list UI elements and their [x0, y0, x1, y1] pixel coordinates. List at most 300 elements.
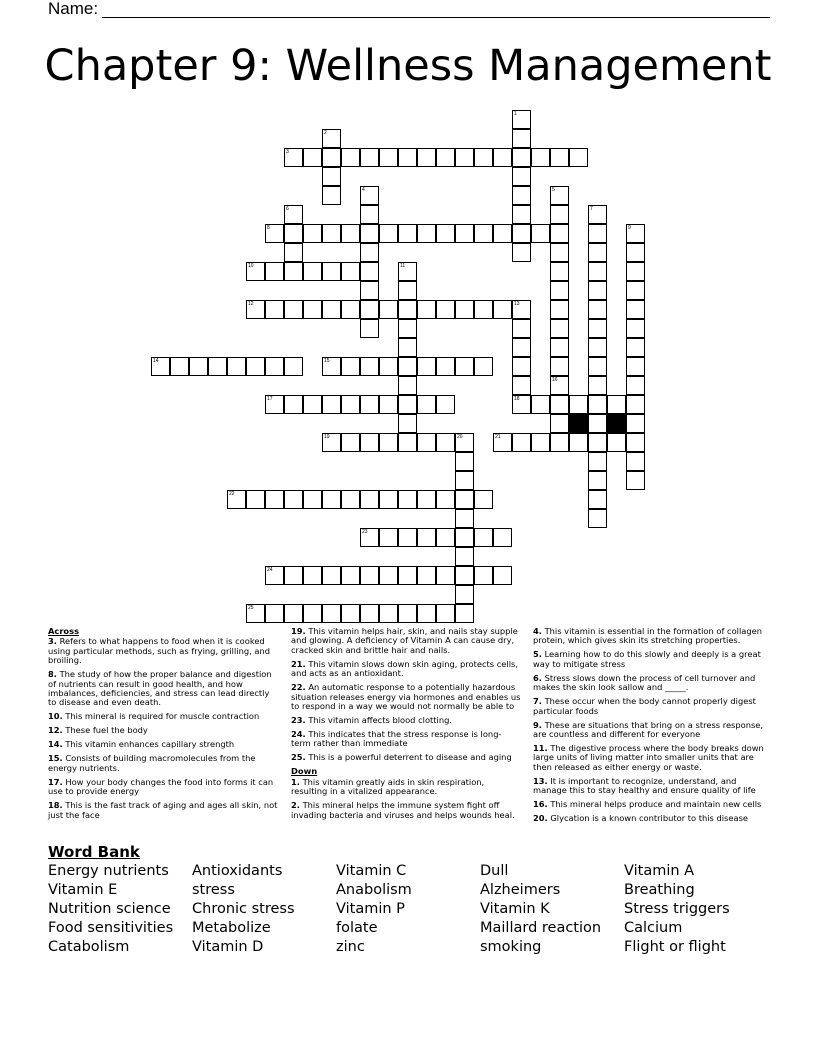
crossword-cell[interactable]	[493, 528, 512, 547]
word-bank-item: Vitamin D	[192, 939, 264, 955]
clue	[48, 801, 278, 820]
clue	[48, 712, 278, 721]
crossword-cell[interactable]	[474, 357, 493, 376]
crossword-cell[interactable]	[569, 433, 588, 452]
crossword-cell[interactable]	[436, 395, 455, 414]
clue	[291, 801, 521, 820]
crossword-cell[interactable]	[550, 186, 569, 205]
crossword-cell[interactable]	[246, 262, 265, 281]
crossword-cell[interactable]	[265, 604, 284, 623]
clue	[291, 627, 521, 655]
crossword-cell[interactable]	[588, 243, 607, 262]
word-bank-item: Vitamin P	[336, 901, 405, 917]
crossword-cell[interactable]	[455, 471, 474, 490]
crossword-cell[interactable]	[303, 300, 322, 319]
crossword-cell[interactable]	[379, 490, 398, 509]
crossword-cell[interactable]	[284, 243, 303, 262]
clue	[533, 627, 768, 646]
clue-number: 22.	[291, 682, 306, 693]
crossword-cell[interactable]	[322, 262, 341, 281]
crossword-cell[interactable]	[360, 148, 379, 167]
crossword-cell[interactable]	[626, 414, 645, 433]
crossword-cell[interactable]	[550, 319, 569, 338]
crossword-cell[interactable]	[588, 319, 607, 338]
crossword-cell[interactable]	[379, 224, 398, 243]
word-bank-item: zinc	[336, 939, 365, 955]
crossword-cell[interactable]	[626, 262, 645, 281]
clue-text: This indicates that the stress response is long-term rather than immediate	[291, 729, 502, 749]
crossword-cell[interactable]	[588, 471, 607, 490]
crossword-cell[interactable]	[455, 148, 474, 167]
crossword-cell[interactable]	[436, 224, 455, 243]
word-bank-item: Vitamin E	[48, 882, 118, 898]
crossword-cell[interactable]	[550, 300, 569, 319]
crossword-cell[interactable]	[512, 148, 531, 167]
crossword-cell[interactable]	[417, 357, 436, 376]
crossword-cell[interactable]	[379, 395, 398, 414]
clue	[291, 716, 521, 725]
crossword-cell[interactable]	[265, 395, 284, 414]
crossword-cell[interactable]	[360, 357, 379, 376]
clue-text: This is a powerful deterrent to disease and aging	[308, 752, 512, 763]
word-bank-item: Chronic stress	[192, 901, 295, 917]
crossword-cell[interactable]	[265, 566, 284, 585]
crossword-cell[interactable]	[360, 186, 379, 205]
crossword-cell[interactable]	[360, 490, 379, 509]
crossword-cell[interactable]	[284, 395, 303, 414]
crossword-cell[interactable]	[341, 566, 360, 585]
crossword-cell[interactable]	[588, 262, 607, 281]
clue-number: 18	[514, 396, 520, 402]
crossword-cell[interactable]	[455, 509, 474, 528]
crossword-cell[interactable]	[626, 300, 645, 319]
crossword-cell[interactable]	[512, 395, 531, 414]
clue	[48, 778, 278, 797]
crossword-cell[interactable]	[626, 395, 645, 414]
crossword-cell[interactable]	[303, 490, 322, 509]
crossword-cell[interactable]	[493, 433, 512, 452]
crossword-cell[interactable]	[284, 604, 303, 623]
crossword-cell[interactable]	[303, 604, 322, 623]
crossword-cell[interactable]	[284, 490, 303, 509]
crossword-cell[interactable]	[189, 357, 208, 376]
crossword-cell[interactable]	[588, 395, 607, 414]
crossword-cell[interactable]	[360, 433, 379, 452]
clue-text: This vitamin slows down skin aging, protects cells, and acts as an antioxidant.	[291, 658, 518, 679]
crossword-cell[interactable]	[360, 281, 379, 300]
clue-number: 6	[286, 206, 289, 212]
crossword-cell[interactable]	[474, 300, 493, 319]
clue-text: This vitamin helps hair, skin, and nails stay supple and glowing. A deficiency of Vitamin A can cause dry, cracked skin and brittle hair and nails.	[291, 626, 518, 655]
crossword-cell[interactable]	[493, 224, 512, 243]
word-bank-item: Stress triggers	[624, 901, 730, 917]
crossword-cell[interactable]	[626, 433, 645, 452]
crossword-cell[interactable]	[322, 566, 341, 585]
crossword-cell[interactable]	[436, 148, 455, 167]
crossword-cell[interactable]	[455, 452, 474, 471]
clue-number: 8.	[48, 669, 57, 680]
crossword-cell[interactable]	[303, 262, 322, 281]
crossword-cell[interactable]	[436, 433, 455, 452]
crossword-cell[interactable]	[436, 604, 455, 623]
clue-text: This vitamin greatly aids in skin respiration, resulting in a vitalized appearance.	[291, 776, 485, 797]
crossword-cell[interactable]	[379, 433, 398, 452]
crossword-cell[interactable]	[607, 395, 626, 414]
clue-number: 7	[590, 206, 593, 212]
crossword-cell[interactable]	[493, 148, 512, 167]
crossword-cell[interactable]	[398, 395, 417, 414]
crossword-cell[interactable]	[588, 452, 607, 471]
crossword-cell[interactable]	[588, 509, 607, 528]
clue-number: 6.	[533, 672, 542, 683]
crossword-cell[interactable]	[455, 433, 474, 452]
clue	[533, 744, 768, 772]
crossword-cell[interactable]	[360, 224, 379, 243]
crossword-cell[interactable]	[379, 357, 398, 376]
crossword-cell[interactable]	[246, 490, 265, 509]
crossword-cell[interactable]	[474, 566, 493, 585]
crossword-cell[interactable]	[379, 148, 398, 167]
crossword-cell[interactable]	[341, 148, 360, 167]
crossword-cell[interactable]	[474, 224, 493, 243]
crossword-cell[interactable]	[284, 262, 303, 281]
clue-text: These are situations that bring on a stress response, are countless and different for everyone	[533, 719, 764, 740]
clue-text: An automatic response to a potentially hazardous situation releases energy via hormones and enables us to respond in a way we would not normally be able to	[291, 682, 521, 712]
crossword-cell[interactable]	[626, 319, 645, 338]
crossword-cell[interactable]	[265, 357, 284, 376]
crossword-cell[interactable]	[512, 357, 531, 376]
clue-number: 11	[400, 263, 406, 269]
crossword-cell[interactable]	[341, 262, 360, 281]
black-cell	[607, 414, 626, 433]
crossword-cell[interactable]	[569, 148, 588, 167]
crossword-cell[interactable]	[626, 357, 645, 376]
crossword-cell[interactable]	[303, 395, 322, 414]
crossword-cell[interactable]	[322, 357, 341, 376]
crossword-cell[interactable]	[550, 376, 569, 395]
crossword-cell[interactable]	[417, 528, 436, 547]
crossword-cell[interactable]	[379, 300, 398, 319]
clue-number: 4.	[533, 626, 542, 636]
crossword-cell[interactable]	[360, 566, 379, 585]
crossword-cell[interactable]	[341, 490, 360, 509]
crossword-cell[interactable]	[626, 338, 645, 357]
crossword-cell[interactable]	[341, 224, 360, 243]
crossword-cell[interactable]	[417, 300, 436, 319]
crossword-cell[interactable]	[398, 262, 417, 281]
crossword-cell[interactable]	[322, 604, 341, 623]
crossword-cell[interactable]	[512, 338, 531, 357]
crossword-cell[interactable]	[398, 604, 417, 623]
crossword-cell[interactable]	[512, 129, 531, 148]
clue-number: 20	[457, 434, 463, 440]
clue	[48, 754, 278, 773]
crossword-cell[interactable]	[569, 395, 588, 414]
crossword-cell[interactable]	[512, 300, 531, 319]
word-bank-item: Anabolism	[336, 882, 412, 898]
crossword-cell[interactable]	[398, 414, 417, 433]
crossword-cell[interactable]	[322, 224, 341, 243]
crossword-cell[interactable]	[493, 566, 512, 585]
crossword-cell[interactable]	[512, 205, 531, 224]
crossword-cell[interactable]	[360, 528, 379, 547]
crossword-cell[interactable]	[455, 490, 474, 509]
clue-text: This vitamin affects blood clotting.	[308, 715, 452, 726]
clue-number: 14.	[48, 739, 63, 750]
crossword-cell[interactable]	[626, 376, 645, 395]
crossword-cell[interactable]	[227, 490, 246, 509]
clue-text: It is important to recognize, understand, and manage this to stay healthy and ensure quality of life	[533, 775, 756, 796]
crossword-cell[interactable]	[360, 243, 379, 262]
crossword-cell[interactable]	[512, 110, 531, 129]
crossword-cell[interactable]	[322, 395, 341, 414]
crossword-cell[interactable]	[531, 433, 550, 452]
crossword-cell[interactable]	[550, 357, 569, 376]
word-bank-item: Metabolize	[192, 920, 271, 936]
crossword-cell[interactable]	[341, 395, 360, 414]
crossword-cell[interactable]	[341, 604, 360, 623]
crossword-cell[interactable]	[303, 224, 322, 243]
crossword-cell[interactable]	[398, 319, 417, 338]
crossword-cell[interactable]	[398, 566, 417, 585]
clue-number: 16.	[533, 799, 548, 810]
crossword-cell[interactable]	[398, 376, 417, 395]
crossword-cell[interactable]	[246, 300, 265, 319]
crossword-cell[interactable]	[550, 224, 569, 243]
crossword-cell[interactable]	[322, 186, 341, 205]
clue-text: These fuel the body	[65, 725, 148, 736]
crossword-cell[interactable]	[455, 547, 474, 566]
word-bank-item: Antioxidants	[192, 863, 283, 879]
crossword-cell[interactable]	[436, 300, 455, 319]
crossword-cell[interactable]	[512, 243, 531, 262]
crossword-cell[interactable]	[512, 433, 531, 452]
crossword-cell[interactable]	[284, 224, 303, 243]
word-bank-item: Dull	[480, 863, 509, 879]
crossword-cell[interactable]	[303, 148, 322, 167]
crossword-cell[interactable]	[265, 490, 284, 509]
crossword-cell[interactable]	[322, 167, 341, 186]
clue-number: 9.	[533, 719, 542, 730]
crossword-cell[interactable]	[531, 148, 550, 167]
word-bank-item: Breathing	[624, 882, 695, 898]
crossword-cell[interactable]	[531, 224, 550, 243]
crossword-cell[interactable]	[398, 281, 417, 300]
clue-text: The study of how the proper balance and digestion of nutrients can result in good health, and how imbalances, deficiencies, and stress can lead directly to disease and even death.	[48, 669, 272, 708]
clue-number: 10.	[48, 711, 63, 722]
crossword-cell[interactable]	[626, 243, 645, 262]
crossword-cell[interactable]	[284, 300, 303, 319]
crossword-cell[interactable]	[455, 300, 474, 319]
clue-text: Stress slows down the process of cell turnover and makes the skin look sallow and _____.	[533, 672, 756, 693]
word-bank-item: Nutrition science	[48, 901, 171, 917]
crossword-cell[interactable]	[550, 414, 569, 433]
clues-column-3	[533, 627, 768, 828]
crossword-cell[interactable]	[379, 528, 398, 547]
clue-text: Consists of building macromolecules from the energy nutrients.	[48, 753, 256, 773]
crossword-cell[interactable]	[512, 167, 531, 186]
crossword-cell[interactable]	[379, 566, 398, 585]
crossword-cell[interactable]	[588, 490, 607, 509]
crossword-cell[interactable]	[512, 376, 531, 395]
crossword-cell[interactable]	[360, 319, 379, 338]
clue	[533, 800, 768, 809]
clue	[48, 726, 278, 735]
crossword-cell[interactable]	[398, 490, 417, 509]
crossword-cell[interactable]	[588, 376, 607, 395]
crossword-cell[interactable]	[322, 148, 341, 167]
clue-number: 21	[495, 434, 501, 440]
crossword-cell[interactable]	[474, 148, 493, 167]
crossword-cell[interactable]	[322, 433, 341, 452]
crossword-cell[interactable]	[322, 300, 341, 319]
crossword-cell[interactable]	[436, 566, 455, 585]
crossword-cell[interactable]	[341, 433, 360, 452]
word-bank-title: Word Bank	[48, 843, 140, 861]
crossword-cell[interactable]	[626, 471, 645, 490]
clue-text: These occur when the body cannot properly digest particular foods	[533, 696, 756, 716]
crossword-cell[interactable]	[360, 262, 379, 281]
clues-column-1	[48, 627, 278, 825]
crossword-cell[interactable]	[208, 357, 227, 376]
crossword-cell[interactable]	[284, 357, 303, 376]
crossword-cell[interactable]	[550, 338, 569, 357]
crossword-cell[interactable]	[474, 528, 493, 547]
crossword-cell[interactable]	[398, 528, 417, 547]
crossword-cell[interactable]	[417, 224, 436, 243]
clue-number: 12.	[48, 725, 63, 736]
clue-number: 25	[248, 605, 254, 611]
crossword-cell[interactable]	[512, 319, 531, 338]
page-title: Chapter 9: Wellness Management	[44, 41, 772, 91]
clue	[48, 670, 278, 708]
clue-number: 23	[362, 529, 368, 535]
crossword-cell[interactable]	[588, 205, 607, 224]
crossword-cell[interactable]	[455, 528, 474, 547]
crossword-cell[interactable]	[436, 490, 455, 509]
crossword-cell[interactable]	[265, 224, 284, 243]
crossword-cell[interactable]	[436, 528, 455, 547]
crossword-cell[interactable]	[398, 357, 417, 376]
clue-text: This is the fast track of aging and ages all skin, not just the face	[48, 800, 278, 820]
crossword-cell[interactable]	[265, 262, 284, 281]
crossword-cell[interactable]	[550, 205, 569, 224]
crossword-cell[interactable]	[246, 604, 265, 623]
crossword-cell[interactable]	[322, 129, 341, 148]
crossword-cell[interactable]	[284, 205, 303, 224]
crossword-cell[interactable]	[588, 338, 607, 357]
crossword-cell[interactable]	[588, 224, 607, 243]
crossword-cell[interactable]	[550, 395, 569, 414]
word-bank-item: Vitamin A	[624, 863, 695, 879]
crossword-cell[interactable]	[588, 357, 607, 376]
crossword-cell[interactable]	[626, 281, 645, 300]
crossword-cell[interactable]	[265, 300, 284, 319]
crossword-cell[interactable]	[341, 357, 360, 376]
crossword-cell[interactable]	[417, 433, 436, 452]
crossword-cell[interactable]	[588, 433, 607, 452]
crossword-cell[interactable]	[246, 357, 265, 376]
clue-number: 5.	[533, 649, 542, 660]
crossword-cell[interactable]	[417, 395, 436, 414]
crossword-cell[interactable]	[341, 300, 360, 319]
crossword-cell[interactable]	[284, 148, 303, 167]
crossword-cell[interactable]	[588, 300, 607, 319]
crossword-cell[interactable]	[550, 243, 569, 262]
clue-number: 1	[514, 111, 517, 117]
clue-text: Refers to what happens to food when it is cooked using particular methods, such as frying, grilling, and broiling.	[48, 636, 271, 666]
crossword-cell[interactable]	[626, 452, 645, 471]
crossword-cell[interactable]	[588, 414, 607, 433]
crossword-cell[interactable]	[455, 224, 474, 243]
crossword-cell[interactable]	[455, 585, 474, 604]
clue-number: 13.	[533, 775, 548, 786]
clue-number: 3	[286, 149, 289, 155]
crossword-cell[interactable]	[550, 148, 569, 167]
clue-number: 5	[552, 187, 555, 193]
clue-number: 10	[248, 263, 254, 269]
crossword-cell[interactable]	[360, 604, 379, 623]
crossword-cell[interactable]	[360, 205, 379, 224]
crossword-cell[interactable]	[322, 490, 341, 509]
crossword-cell[interactable]	[626, 224, 645, 243]
clue-number: 9	[628, 225, 631, 231]
clue	[291, 730, 521, 749]
crossword-cell[interactable]	[512, 224, 531, 243]
crossword-cell[interactable]	[284, 566, 303, 585]
crossword-cell[interactable]	[398, 433, 417, 452]
word-bank-item: Catabolism	[48, 939, 130, 955]
crossword-cell[interactable]	[474, 490, 493, 509]
clue-text: This vitamin enhances capillary strength	[65, 739, 235, 750]
crossword-cell[interactable]	[455, 604, 474, 623]
crossword-cell[interactable]	[398, 148, 417, 167]
crossword-cell[interactable]	[455, 357, 474, 376]
crossword-cell[interactable]	[379, 604, 398, 623]
crossword-cell[interactable]	[531, 395, 550, 414]
crossword-cell[interactable]	[550, 262, 569, 281]
crossword-cell[interactable]	[455, 566, 474, 585]
word-bank-item: stress	[192, 882, 235, 898]
clue-number: 19.	[291, 626, 306, 636]
crossword-cell[interactable]	[398, 338, 417, 357]
clue	[533, 777, 768, 796]
crossword-cell[interactable]	[227, 357, 246, 376]
crossword-cell[interactable]	[550, 281, 569, 300]
crossword-cell[interactable]	[417, 566, 436, 585]
crossword-cell[interactable]	[436, 357, 455, 376]
crossword-cell[interactable]	[417, 604, 436, 623]
crossword-cell[interactable]	[398, 300, 417, 319]
crossword-cell[interactable]	[303, 566, 322, 585]
clue-number: 15.	[48, 753, 63, 764]
crossword-cell[interactable]	[360, 300, 379, 319]
crossword-cell[interactable]	[607, 433, 626, 452]
clue	[533, 697, 768, 716]
across-heading: Across	[48, 626, 80, 636]
crossword-cell[interactable]	[417, 148, 436, 167]
crossword-cell[interactable]	[493, 300, 512, 319]
crossword-cell[interactable]	[588, 281, 607, 300]
crossword-cell[interactable]	[170, 357, 189, 376]
crossword-cell[interactable]	[512, 186, 531, 205]
crossword-cell[interactable]	[151, 357, 170, 376]
crossword-cell[interactable]	[398, 224, 417, 243]
crossword-cell[interactable]	[550, 433, 569, 452]
clue-text: This vitamin is essential in the formation of collagen protein, which gives skin its stretching properties.	[533, 626, 762, 646]
crossword-cell[interactable]	[360, 395, 379, 414]
crossword-cell[interactable]	[417, 490, 436, 509]
